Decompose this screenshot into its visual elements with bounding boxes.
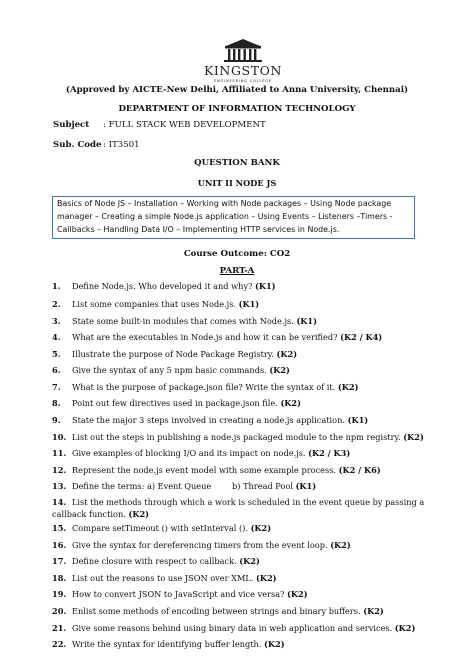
question-number: 16.	[52, 540, 67, 550]
question-number: 10.	[52, 432, 67, 442]
question-text: List out the steps in publishing a node.js packaged module to the npm registry.	[72, 432, 404, 442]
subject-label: Subject	[53, 120, 90, 130]
knowledge-level: (K2)	[264, 639, 285, 649]
question-item	[52, 588, 427, 600]
question-text: Compare setTimeout () with setInterval ().	[72, 523, 251, 533]
question-number: 2.	[52, 299, 61, 309]
approval-line: (Approved by AICTE-New Delhi, Affiliated to Anna University, Chennai)	[65, 85, 409, 95]
knowledge-level: (K2)	[276, 349, 298, 359]
question-number: 21.	[52, 623, 67, 633]
knowledge-level: (K2)	[128, 509, 150, 519]
question-text: What is the purpose of package.json file? Write the syntax of it.	[72, 382, 338, 392]
logo-wordmark: KINGSTON	[203, 63, 283, 78]
question-number: 1.	[52, 281, 61, 291]
question-text: List the methods through which a work is scheduled in the event queue by passing a callback function.	[52, 497, 425, 519]
question-text: Illustrate the purpose of Node Package Registry.	[72, 349, 277, 359]
question-number: 22.	[52, 639, 67, 649]
knowledge-level: (K1)	[347, 415, 369, 425]
question-item	[52, 315, 427, 327]
question-item	[52, 572, 427, 584]
question-item	[52, 414, 427, 426]
syllabus-line: manager – Creating a simple Node.js application – Using Events – Listeners –Timers -	[57, 212, 393, 222]
question-item	[52, 539, 427, 551]
question-text: Give examples of blocking I/O and its impact on node.js.	[72, 448, 309, 458]
knowledge-level: (K2)	[363, 606, 384, 616]
question-bank-title: QUESTION BANK	[194, 158, 280, 168]
question-text: State the major 3 steps involved in creating a node.js application.	[72, 415, 348, 425]
question-item	[52, 331, 427, 343]
question-number: 13.	[52, 481, 67, 491]
question-number: 8.	[52, 398, 61, 408]
question-item	[52, 555, 427, 567]
question-text: Give some reasons behind using binary data in web application and services.	[72, 623, 395, 633]
knowledge-level: (K2)	[239, 556, 260, 566]
subject-value: : FULL STACK WEB DEVELOPMENT	[103, 120, 266, 130]
unit-title: UNIT II NODE JS	[197, 178, 277, 188]
knowledge-level: (K2)	[394, 623, 416, 633]
question-text: Give the syntax for dereferencing timers from the event loop.	[72, 540, 331, 550]
question-number: 19.	[52, 589, 67, 599]
question-text: Define Node.js. Who developed it and why?	[72, 281, 255, 291]
question-text: Write the syntax for identifying buffer length.	[72, 639, 265, 649]
subcode-row	[53, 140, 140, 150]
question-number: 7.	[52, 382, 61, 392]
question-item	[52, 381, 427, 393]
question-item	[52, 605, 427, 617]
question-number: 12.	[52, 465, 67, 475]
question-number: 14.	[52, 497, 67, 507]
question-number: 4.	[52, 332, 61, 342]
logo-subtitle: ENGINEERING COLLEGE	[213, 79, 273, 83]
knowledge-level: (K2)	[287, 589, 308, 599]
question-text: Give the syntax of any 5 npm basic commands.	[72, 365, 270, 375]
question-text: What are the executables in Node.js and how it can be verified?	[72, 332, 341, 342]
question-item	[52, 638, 427, 650]
question-text: Define closure with respect to callback.	[72, 556, 240, 566]
question-number: 17.	[52, 556, 67, 566]
knowledge-level: (K2)	[269, 365, 290, 375]
knowledge-level: (K1)	[295, 481, 317, 491]
question-item	[52, 622, 427, 634]
question-item	[52, 348, 427, 360]
question-item	[52, 280, 427, 292]
question-item	[52, 397, 427, 409]
question-item	[52, 496, 427, 520]
knowledge-level: (K1)	[254, 281, 276, 291]
knowledge-level: (K2)	[330, 540, 351, 550]
question-item	[52, 431, 427, 443]
question-text: How to convert JSON to JavaScript and vice versa?	[72, 589, 288, 599]
question-text: Enlist some methods of encoding between strings and binary buffers.	[72, 606, 364, 616]
knowledge-level: (K2 / K4)	[340, 332, 383, 342]
knowledge-level: (K2)	[250, 523, 272, 533]
question-item	[52, 364, 427, 376]
question-number: 18.	[52, 573, 67, 583]
question-item	[52, 522, 427, 534]
question-number: 11.	[52, 448, 67, 458]
question-number: 5.	[52, 349, 61, 359]
question-item	[52, 298, 427, 310]
syllabus-line: Callbacks – Handling Data I/O – Implementing HTTP services in Node.js.	[57, 225, 340, 235]
question-item	[52, 447, 427, 459]
question-text: List out the reasons to use JSON over XML.	[72, 573, 256, 583]
knowledge-level: (K2)	[256, 573, 277, 583]
college-logo	[184, 36, 302, 86]
question-text: Define the terms: a) Event Queue b) Thread Pool	[72, 481, 296, 491]
knowledge-level: (K2)	[337, 382, 359, 392]
knowledge-level: (K1)	[296, 316, 317, 326]
course-outcome: Course Outcome: CO2	[183, 249, 291, 259]
part-heading: PART-A	[219, 266, 255, 276]
subject-row	[53, 120, 266, 130]
knowledge-level: (K2)	[403, 432, 424, 442]
question-text: State some built-in modules that comes with Node.js.	[72, 316, 297, 326]
syllabus-box	[52, 196, 415, 239]
question-number: 9.	[52, 415, 61, 425]
knowledge-level: (K2 / K6)	[338, 465, 381, 475]
question-text: Point out few directives used in package.json file.	[72, 398, 281, 408]
question-number: 6.	[52, 365, 61, 375]
syllabus-line: Basics of Node JS – Installation – Working with Node packages – Using Node package	[57, 199, 392, 208]
question-item	[52, 480, 427, 492]
subcode-label: Sub. Code	[53, 140, 102, 150]
question-text: List some companies that uses Node.js.	[72, 299, 239, 309]
question-item	[52, 464, 427, 476]
knowledge-level: (K2 / K3)	[308, 448, 351, 458]
knowledge-level: (K1)	[238, 299, 260, 309]
question-number: 15.	[52, 523, 67, 533]
subcode-value: : IT3501	[103, 140, 140, 150]
department-title: DEPARTMENT OF INFORMATION TECHNOLOGY	[118, 104, 356, 114]
question-number: 20.	[52, 606, 67, 616]
knowledge-level: (K2)	[280, 398, 301, 408]
question-number: 3.	[52, 316, 61, 326]
question-text: Represent the node.js event model with some example process.	[72, 465, 339, 475]
